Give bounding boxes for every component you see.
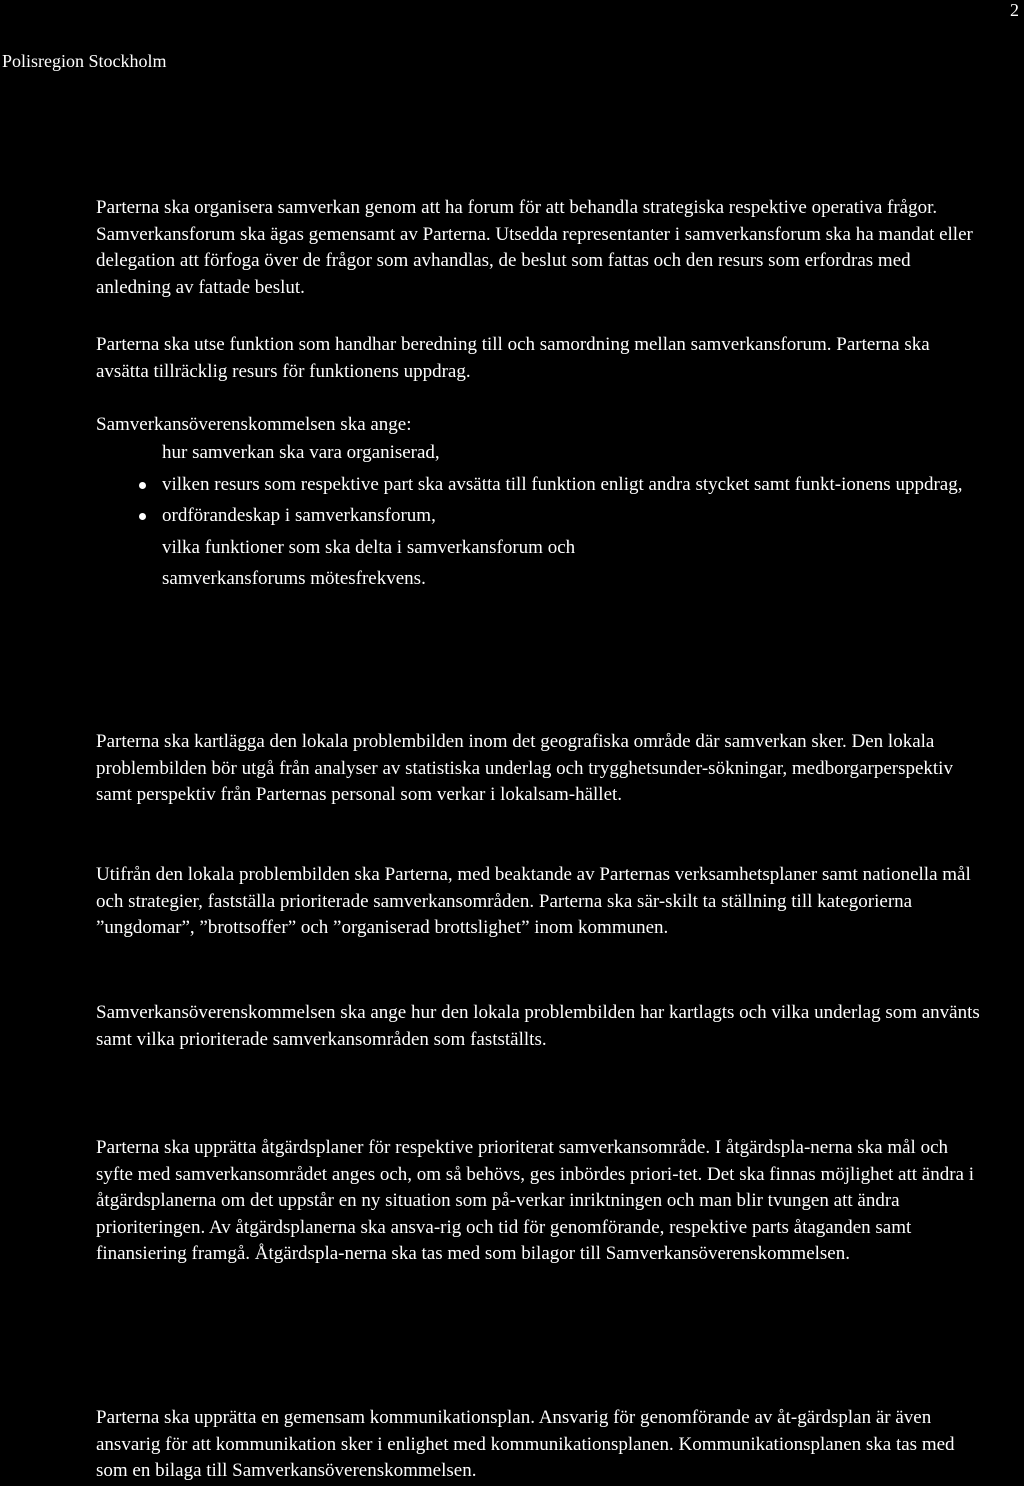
list-item: hur samverkan ska vara organiserad,: [162, 442, 440, 463]
paragraph-agreement-contents-intro: Samverkansöverenskommelsen ska ange:: [96, 414, 412, 435]
paragraph-priority-areas: Utifrån den lokala problembilden ska Parterna, med beaktande av Parternas verksamhetsplaner samt nationella mål och strategier, fastställa prioriterade samverkansområden. Parterna ska sär-skilt ta ställning till kategorierna ”ungdomar”, ”brottsoffer” och ”organiserad brottslighet” inom kommunen.: [96, 864, 971, 938]
paragraph-forum-organization: Parterna ska organisera samverkan genom att ha forum för att behandla strategiska respektive operativa frågor. Samverkansforum ska ägas gemensamt av Parterna. Utsedda representanter i samverkansforum ska ha mandat eller delegation att förfoga över de frågor som avhandlas, de beslut som fattas och den resurs som erfordras med anledning av fattade beslut.: [96, 197, 973, 298]
paragraph-local-problem-mapping: Parterna ska kartlägga den lokala problembilden inom det geografiska område där samverkan sker. Den lokala problembilden bör utgå från analyser av statistiska underlag och trygghetsunder-sökningar, medborgarperspektiv samt perspektiv från Parternas personal som verkar i lokalsam-hället.: [96, 731, 953, 805]
paragraph-mapping-statement: Samverkansöverenskommelsen ska ange hur den lokala problembilden har kartlagts och vilka underlag som använts samt vilka prioriterade samverkansområden som fastställts.: [96, 1002, 980, 1050]
page-number: 2: [1010, 0, 1019, 20]
header-organization: Polisregion Stockholm: [2, 51, 167, 71]
paragraph-communication-plan: Parterna ska upprätta en gemensam kommunikationsplan. Ansvarig för genomförande av åt-gärdsplan är även ansvarig för att kommunikation sker i enlighet med kommunikationsplanen. Kommunikationsplanen ska tas med som en bilaga till Samverkansöverenskommelsen.: [96, 1407, 955, 1481]
list-item: ordförandeskap i samverkansforum,: [96, 503, 986, 530]
paragraph-coordination-function: Parterna ska utse funktion som handhar beredning till och samordning mellan samverkansforum. Parterna ska avsätta tillräcklig resurs för funktionens uppdrag.: [96, 334, 930, 382]
list-item: samverkansforums mötesfrekvens.: [162, 568, 426, 589]
list-item: vilken resurs som respektive part ska avsätta till funktion enligt andra stycket samt funkt-ionens uppdrag,: [96, 472, 986, 499]
list-item: vilka funktioner som ska delta i samverkansforum och: [162, 536, 576, 558]
agreement-contents-list: [96, 440, 986, 593]
paragraph-action-plans: Parterna ska upprätta åtgärdsplaner för respektive prioriterat samverkansområde. I åtgärdspla-nerna ska mål och syfte med samverkansområdet anges och, om så behövs, ges inbördes priori-tet. Det ska finnas möjlighet att ändra i åtgärdsplanerna om det uppstår en ny situation som på-verkar inriktningen och man blir tvungen att ändra prioriteringen. Av åtgärdsplanerna ska ansva-rig och tid för genomförande, respektive parts åtaganden samt finansiering framgå. Åtgärdspla-nerna ska tas med som bilagor till Samverkansöverenskommelsen.: [96, 1137, 974, 1264]
